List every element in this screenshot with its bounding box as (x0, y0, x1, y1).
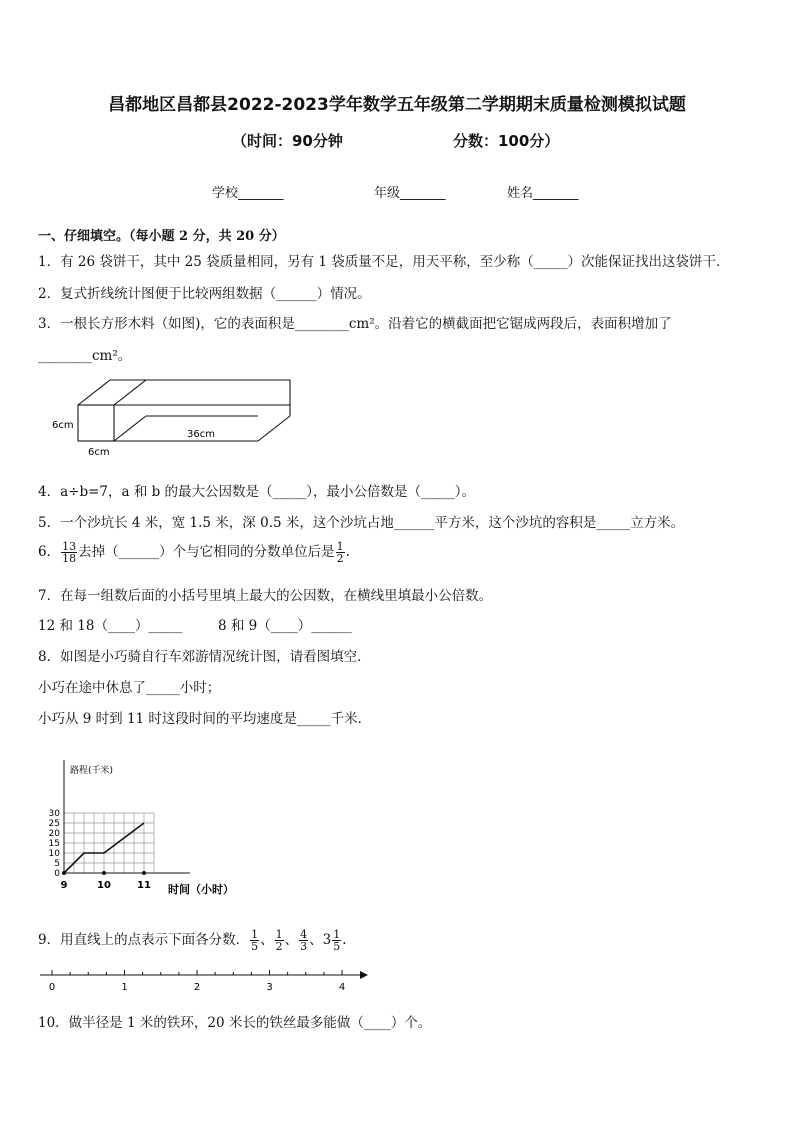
denominator: 3 (300, 940, 308, 953)
y-tick-label: 10 (48, 849, 60, 859)
denominator: 2 (336, 552, 344, 565)
numerator: 1 (251, 928, 259, 941)
exam-score: 分数：100分） (453, 132, 560, 150)
question-8a: 小巧在途中休息了_____小时； (38, 680, 221, 696)
numerator: 13 (62, 540, 77, 553)
number-line-label: 1 (121, 982, 128, 993)
numerator: 4 (300, 928, 308, 941)
q6-end: . (345, 544, 350, 560)
exam-time: （时间：90分钟 (232, 132, 343, 150)
fraction-1-2 (275, 929, 284, 952)
question-3: 3．一根长方形木料（如图)，它的表面积是________cm²。沿着它的横截面把它锯成两段后，表面积增加了 (38, 316, 672, 332)
number-line-label: 2 (193, 982, 201, 993)
question-1: 1．有 26 袋饼干，其中 25 袋质量相同，另有 1 袋质量不足，用天平称，至少称（_____）次能保证找出这袋饼干． (38, 254, 730, 270)
fraction-1-5 (250, 929, 259, 952)
x-tick-dot (142, 871, 146, 875)
page-title: 昌都地区昌都县2022-2023学年数学五年级第二学期期末质量检测模拟试题 (108, 95, 686, 115)
width-label: 6cm (88, 447, 110, 458)
x-axis-label: 时间（小时） (168, 883, 234, 896)
x-tick-label: 11 (137, 880, 151, 891)
numerator: 1 (336, 540, 344, 553)
question-5: 5．一个沙坑长 4 米，宽 1.5 米，深 0.5 米，这个沙坑占地______平方米，这个沙坑的容积是_____立方米。 (38, 515, 685, 531)
question-8: 8．如图是小巧骑自行车郊游情况统计图，请看图填空． (38, 649, 371, 665)
question-7b: 8 和 9（____）______ (218, 618, 352, 634)
name-field: 姓名_______ (507, 186, 579, 201)
chart-axes (64, 760, 190, 873)
height-label: 6cm (52, 420, 74, 431)
x-tick-dot (102, 871, 106, 875)
y-axis-label: 路程(千米) (70, 766, 114, 776)
y-tick-label: 15 (48, 839, 60, 849)
denominator: 5 (251, 940, 259, 953)
numerator: 1 (275, 928, 283, 941)
grade-field: 年级_______ (374, 186, 446, 201)
separator: 、 (284, 932, 299, 948)
denominator: 5 (333, 940, 341, 953)
question-9 (38, 928, 346, 952)
number-line-label: 3 (266, 982, 273, 993)
question-6 (38, 540, 350, 564)
separator: 、 (309, 932, 323, 948)
numerator: 1 (333, 928, 341, 941)
y-tick-label: 5 (54, 859, 60, 869)
q9-end: . (342, 932, 347, 948)
q6-text: 去掉（______）个与它相同的分数单位后是 (78, 544, 335, 560)
question-2: 2．复式折线统计图便于比较两组数据（______）情况。 (38, 286, 371, 302)
y-tick-label: 25 (48, 819, 60, 829)
number-line-label: 0 (48, 982, 56, 993)
separator: 、 (260, 932, 274, 948)
question-10: 10．做半径是 1 米的铁环，20 米长的铁丝最多能做（____）个。 (38, 1015, 432, 1031)
number-line (38, 965, 378, 995)
fraction-1-5 (332, 929, 341, 952)
fraction-4-3 (299, 929, 308, 952)
question-7a: 12 和 18（____）_____ (38, 618, 183, 634)
x-tick-label: 9 (60, 880, 68, 891)
denominator: 2 (275, 940, 283, 953)
denominator: 18 (62, 552, 77, 565)
whole-number: 3 (322, 932, 332, 948)
section-heading: 一、仔细填空。（每小题 2 分，共 20 分） (38, 229, 285, 244)
q9-text: 9．用直线上的点表示下面各分数． (38, 932, 250, 948)
number-line-label: 4 (338, 982, 346, 993)
question-4: 4．a÷b=7，a 和 b 的最大公因数是（_____），最小公倍数是（_____）。 (38, 484, 476, 500)
question-7: 7．在每一组数后面的小括号里填上最大的公因数，在横线里填最小公倍数。 (38, 588, 493, 604)
school-field: 学校_______ (212, 186, 284, 201)
x-tick-label: 10 (97, 880, 111, 891)
q6-number: 6． (38, 544, 61, 560)
y-tick-label: 30 (48, 809, 60, 819)
distance-time-chart (40, 755, 260, 900)
prism-figure (40, 375, 310, 465)
y-tick-label: 0 (54, 869, 60, 879)
fraction-1-2 (336, 541, 345, 564)
arrow-icon (360, 971, 368, 979)
y-tick-label: 20 (48, 829, 60, 839)
length-label: 36cm (187, 429, 215, 440)
question-3-cont: ________cm²。 (38, 348, 132, 364)
chart-grid (64, 813, 154, 873)
fraction-13-18 (61, 541, 77, 564)
question-8b: 小巧从 9 时到 11 时这段时间的平均速度是_____千米． (38, 711, 372, 727)
